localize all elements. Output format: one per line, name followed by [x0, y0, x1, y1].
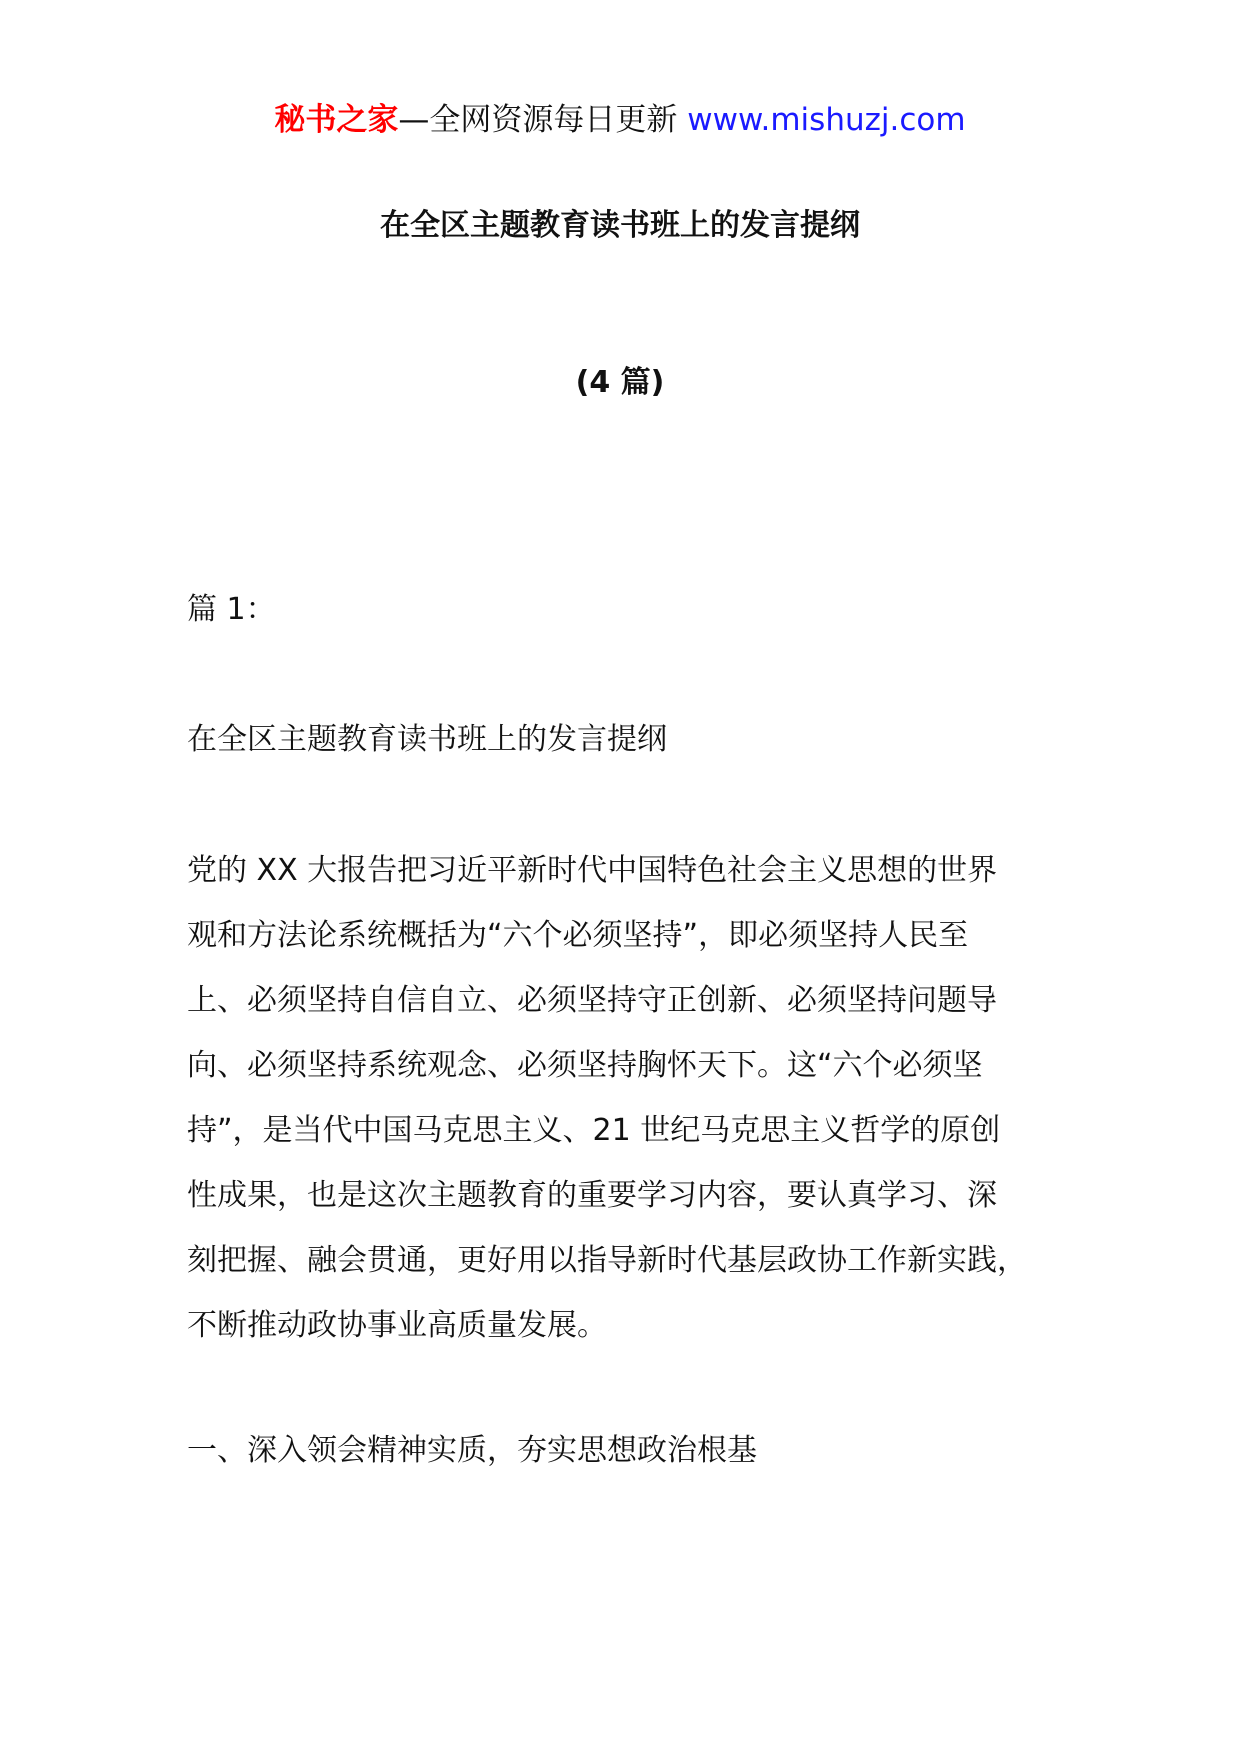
paragraph-line: 上、必须坚持自信自立、必须坚持守正创新、必须坚持问题导: [187, 983, 997, 1018]
paragraph-line: 持”，是当代中国马克思主义、21 世纪马克思主义哲学的原创: [187, 1113, 1001, 1148]
site-url-link[interactable]: www.mishuzj.com: [687, 102, 966, 138]
paragraph-line: 党的 XX 大报告把习近平新时代中国特色社会主义思想的世界: [187, 853, 998, 888]
brand-name: 秘书之家: [274, 102, 399, 138]
subheading-one: 一、深入领会精神实质，夯实思想政治根基: [187, 1433, 757, 1468]
article-count: (4 篇): [575, 365, 665, 400]
paragraph-line: 不断推动政协事业高质量发展。: [187, 1308, 607, 1343]
header-tagline: —全网资源每日更新: [398, 102, 688, 138]
paragraph-line: 刻把握、融会贯通，更好用以指导新时代基层政协工作新实践，: [187, 1243, 1027, 1278]
paragraph-line: 向、必须坚持系统观念、必须坚持胸怀天下。这“六个必须坚: [187, 1048, 983, 1083]
paragraph-line: 性成果，也是这次主题教育的重要学习内容，要认真学习、深: [187, 1178, 997, 1213]
site-header: [0, 100, 1240, 140]
body-paragraph: [187, 838, 1087, 1358]
section-title: 在全区主题教育读书班上的发言提纲: [187, 722, 667, 757]
section-label: 篇 1：: [187, 592, 276, 627]
paragraph-line: 观和方法论系统概括为“六个必须坚持”，即必须坚持人民至: [187, 918, 969, 953]
document-title: 在全区主题教育读书班上的发言提纲: [380, 208, 860, 243]
